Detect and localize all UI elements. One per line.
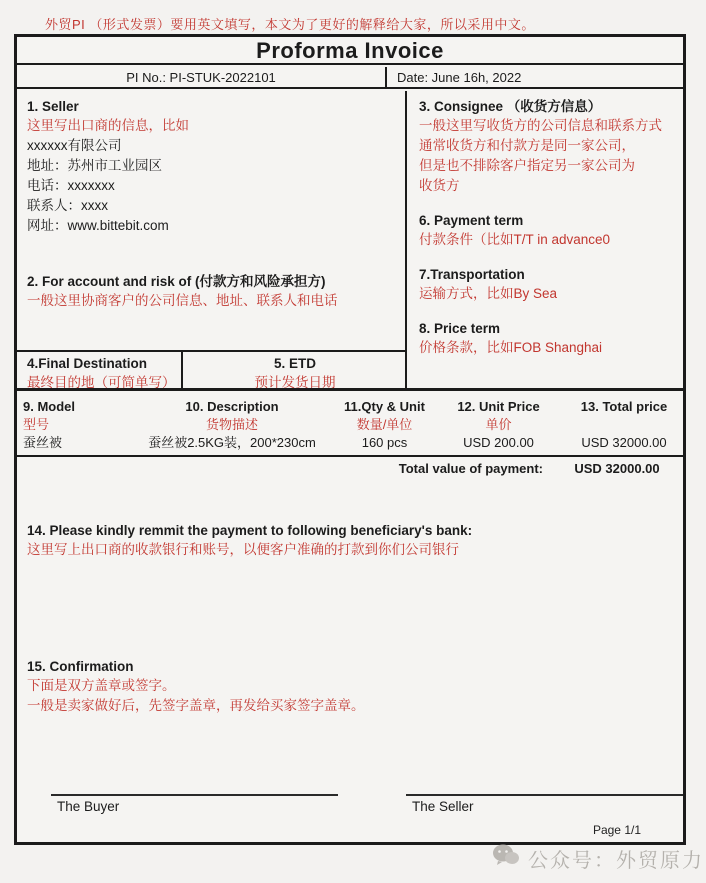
etd-cell <box>183 352 407 388</box>
total-label: Total value of payment: <box>398 461 543 476</box>
seller-address: 地址：苏州市工业园区 <box>27 158 162 173</box>
col-header-total-price: 13. Total price <box>580 399 668 414</box>
items-table <box>17 388 683 476</box>
col-header-description: 10. Description <box>185 399 279 414</box>
col-header-unit-price: 12. Unit Price <box>457 399 540 414</box>
seller-note: 这里写出口商的信息，比如 <box>27 118 189 133</box>
remit-note: 这里写上出口商的收款银行和账号，以便客户准确的打款到你们公司银行 <box>27 542 459 557</box>
consignee-note-3: 但是也不排除客户指定另一家公司为 <box>419 158 635 173</box>
seller-heading: 1. Seller <box>27 99 79 114</box>
transportation-note: 运输方式，比如By Sea <box>419 286 558 301</box>
cell-total-price: USD 32000.00 <box>581 435 667 450</box>
col-header-qty: 11.Qty & Unit <box>344 399 425 414</box>
wechat-icon <box>492 843 520 873</box>
invoice-date: Date: June 16h, 2022 <box>397 70 522 85</box>
final-destination-note: 最终目的地（可简单写） <box>27 375 176 390</box>
seller-signature-label: The Seller <box>412 799 474 814</box>
etd-heading: 5. ETD <box>273 356 316 371</box>
watermark <box>492 843 704 873</box>
seller-website: 网址：www.bittebit.com <box>27 218 169 233</box>
top-annotation: 外贸PI （形式发票）要用英文填写，本文为了更好的解释给大家，所以采用中文。 <box>45 17 535 32</box>
transportation-heading: 7.Transportation <box>419 267 525 282</box>
pi-number-row <box>17 67 683 89</box>
table-subheader-row <box>17 416 683 434</box>
seller-company: xxxxxx有限公司 <box>27 138 122 153</box>
title-row <box>17 37 683 65</box>
consignee-note-2: 通常收货方和付款方是同一家公司， <box>419 138 635 153</box>
watermark-text: 公众号：外贸原力 <box>528 849 704 872</box>
page-number: Page 1/1 <box>592 823 641 837</box>
section-transportation <box>419 265 673 304</box>
confirmation-note-1: 下面是双方盖章或签字。 <box>27 678 176 693</box>
col-header-model: 9. Model <box>23 399 76 414</box>
remit-heading: 14. Please kindly remmit the payment to following beneficiary's bank: <box>27 523 473 538</box>
seller-contact: 联系人：xxxx <box>27 198 108 213</box>
page-title: Proforma Invoice <box>256 38 444 63</box>
subheader-model: 型号 <box>23 417 50 432</box>
price-term-note: 价格条款，比如FOB Shanghai <box>419 340 603 355</box>
total-row <box>17 457 683 476</box>
subheader-description: 货物描述 <box>205 417 258 432</box>
consignee-note-1: 一般这里写收货方的公司信息和联系方式 <box>419 118 662 133</box>
price-term-heading: 8. Price term <box>419 321 501 336</box>
right-column <box>409 91 683 388</box>
cell-model: 蚕丝被 <box>23 435 63 450</box>
total-value: USD 32000.00 <box>574 461 660 476</box>
final-destination-cell <box>17 352 183 388</box>
cell-description: 蚕丝被2.5KG装，200*230cm <box>148 435 316 450</box>
account-risk-note: 一般这里协商客户的公司信息、地址、联系人和电话 <box>27 293 338 308</box>
seller-signature-line <box>406 794 683 796</box>
section-account-risk <box>27 272 395 311</box>
consignee-note-4: 收货方 <box>419 178 460 193</box>
account-risk-heading: 2. For account and risk of (付款方和风险承担方) <box>27 274 326 289</box>
section-payment-term <box>419 211 673 250</box>
table-header-row <box>17 391 683 416</box>
invoice-border-box <box>14 34 686 845</box>
subheader-qty: 数量/单位 <box>356 417 413 432</box>
payment-term-note: 付款条件（比如T/T in advance0 <box>419 232 611 247</box>
section-consignee <box>419 97 673 196</box>
section-confirmation <box>17 657 683 716</box>
destination-etd-row <box>17 350 407 388</box>
subheader-total-price <box>565 416 683 434</box>
etd-note: 预计发货日期 <box>254 375 336 390</box>
final-destination-heading: 4.Final Destination <box>27 356 148 371</box>
buyer-signature-label: The Buyer <box>57 799 120 814</box>
pi-number: PI No.: PI-STUK-2022101 <box>17 67 387 87</box>
cell-unit-price: USD 200.00 <box>463 435 534 450</box>
section-price-term <box>419 319 673 358</box>
left-column <box>17 91 407 388</box>
cell-qty: 160 pcs <box>361 435 408 450</box>
payment-term-heading: 6. Payment term <box>419 213 524 228</box>
confirmation-heading: 15. Confirmation <box>27 659 134 674</box>
body-columns <box>17 91 683 388</box>
seller-phone: 电话：xxxxxxx <box>27 178 115 193</box>
subheader-unit-price: 单价 <box>485 417 512 432</box>
table-row <box>17 434 683 457</box>
confirmation-note-2: 一般是卖家做好后，先签字盖章，再发给买家签字盖章。 <box>27 698 365 713</box>
section-seller <box>27 97 395 236</box>
buyer-signature-line <box>51 794 338 796</box>
section-remit <box>17 521 683 560</box>
consignee-heading: 3. Consignee （收货方信息） <box>419 99 602 114</box>
